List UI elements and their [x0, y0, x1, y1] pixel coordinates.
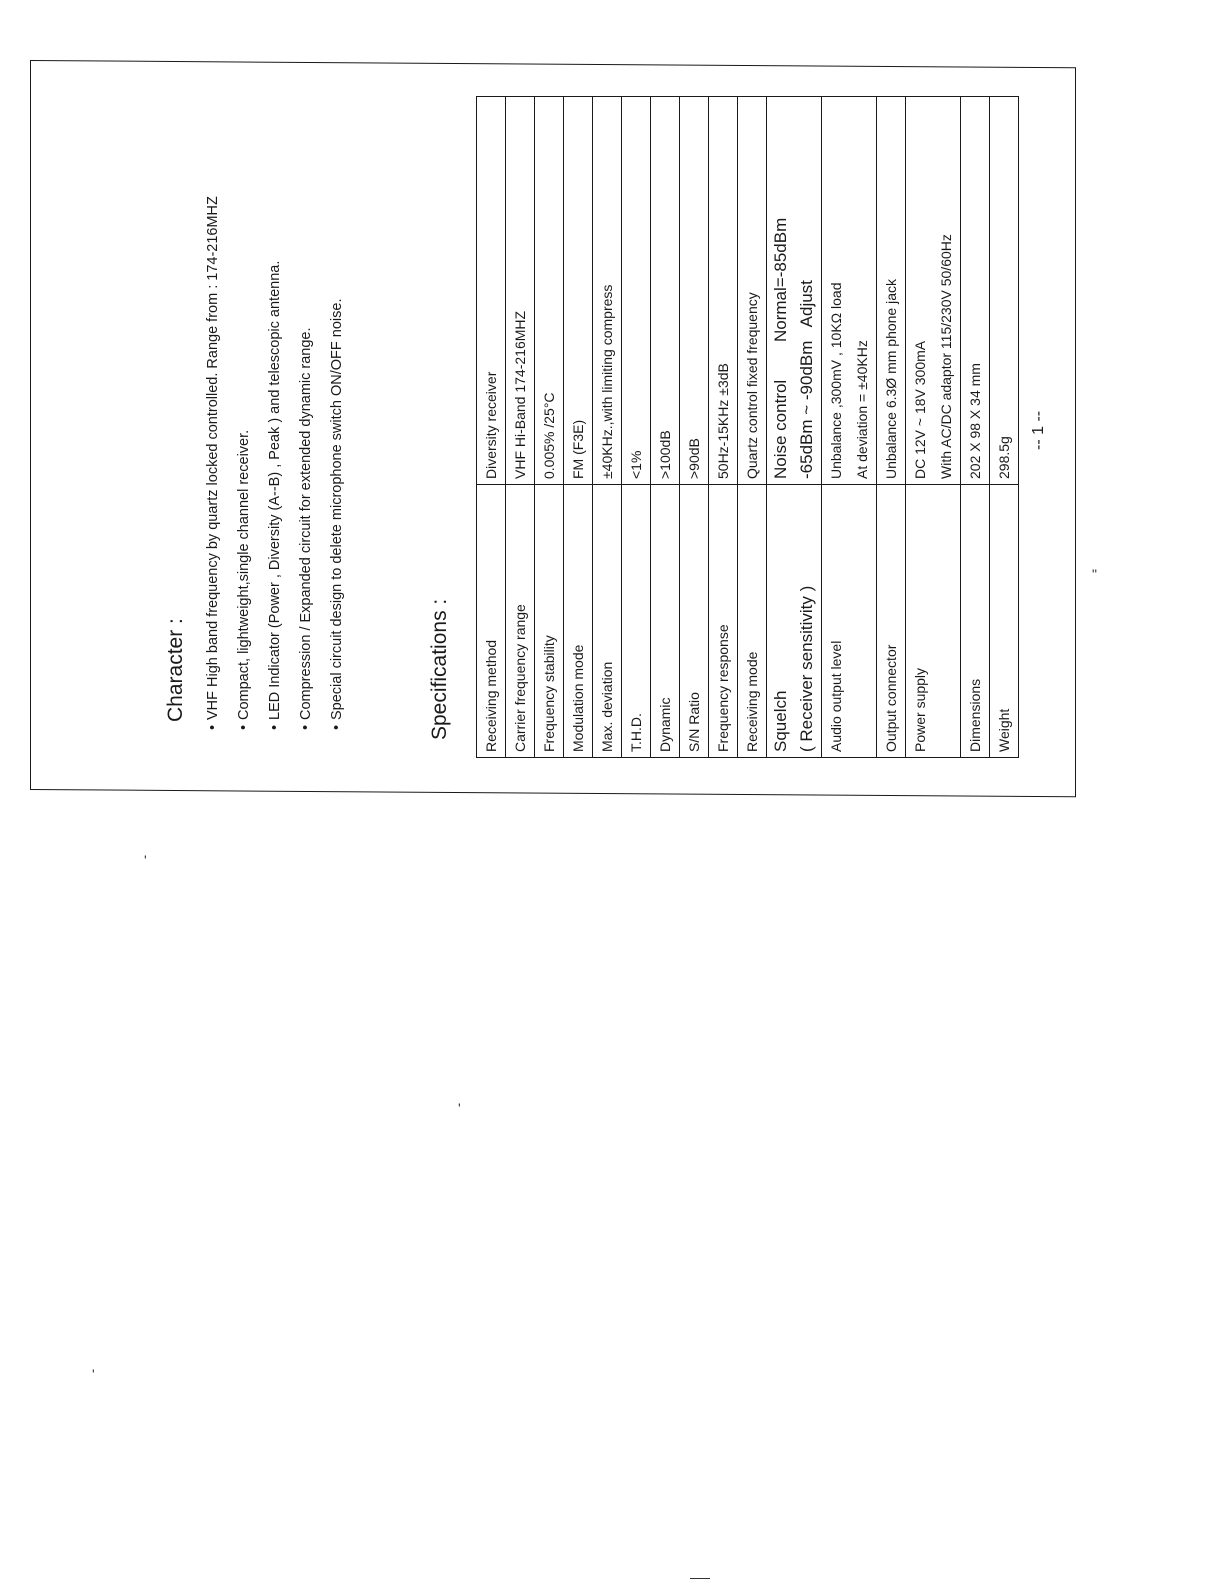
spec-label: Frequency response: [709, 485, 738, 758]
power-value-line1: DC 12V ~ 18V 300mA: [912, 340, 928, 479]
power-value-line2: With AC/DC adaptor 115/230V 50/60Hz: [938, 234, 954, 479]
page-number: -- 1 --: [1030, 410, 1047, 450]
spec-label: Modulation mode: [564, 485, 593, 758]
scan-mark: [690, 1578, 710, 1579]
spec-value: [822, 97, 877, 485]
spec-label: Power supply: [906, 485, 961, 758]
table-row: [767, 97, 822, 758]
spec-value: >90dB: [680, 97, 709, 485]
table-row: [593, 97, 622, 758]
table-row: [622, 97, 651, 758]
spec-label: S/N Ratio: [680, 485, 709, 758]
spec-value: Diversity receiver: [477, 97, 506, 485]
spec-label: Output connector: [877, 485, 906, 758]
table-row: [651, 97, 680, 758]
spec-value: VHF Hi-Band 174-216MHZ: [506, 97, 535, 485]
audio-value-line2: At deviation = ±40KHz: [854, 340, 870, 479]
spec-value: Quartz control fixed frequency: [738, 97, 767, 485]
spec-value: [767, 97, 822, 485]
spec-label: Weight: [990, 485, 1019, 758]
spec-label: [767, 485, 822, 758]
table-row: [477, 97, 506, 758]
audio-value-line1: Unbalance ,300mV , 10KΩ load: [828, 282, 844, 479]
character-item: •VHF High band frequency by quartz locked controlled. Range from : 174-216MHZ: [205, 196, 221, 730]
table-row: [564, 97, 593, 758]
spec-label: Max. deviation: [593, 485, 622, 758]
spec-value: Unbalance 6.3Ø mm phone jack: [877, 97, 906, 485]
spec-value: FM (F3E): [564, 97, 593, 485]
spec-label: Dynamic: [651, 485, 680, 758]
spec-value: >100dB: [651, 97, 680, 485]
squelch-value-line1: Noise control Normal=-85dBm: [771, 217, 790, 479]
spec-value: 202 X 98 X 34 mm: [961, 97, 990, 485]
scan-speck: ': [92, 1366, 95, 1382]
squelch-value-line2: -65dBm ~ -90dBm Adjust: [797, 280, 816, 479]
table-row: [822, 97, 877, 758]
spec-label: Dimensions: [961, 485, 990, 758]
spec-value: 298.5g: [990, 97, 1019, 485]
table-row: [990, 97, 1019, 758]
squelch-label: Squelch: [771, 690, 790, 752]
specifications-table: [476, 96, 1019, 758]
specifications-heading: Specifications :: [428, 598, 451, 740]
spec-value: <1%: [622, 97, 651, 485]
scan-speck: ": [1092, 566, 1097, 582]
table-row: [961, 97, 990, 758]
table-row: [709, 97, 738, 758]
spec-value: 50Hz-15KHz ±3dB: [709, 97, 738, 485]
spec-label: Receiving mode: [738, 485, 767, 758]
character-list: [198, 100, 353, 730]
spec-label: Frequency stability: [535, 485, 564, 758]
character-item: •Compact, lightweight,single channel receiver.: [236, 429, 252, 730]
table-row: [906, 97, 961, 758]
spec-label: Audio output level: [822, 485, 877, 758]
scan-speck: ': [458, 1100, 461, 1116]
table-row: [738, 97, 767, 758]
character-heading: Character :: [164, 618, 187, 722]
spec-label: Carrier frequency range: [506, 485, 535, 758]
squelch-sublabel: ( Receiver sensitivity ): [797, 585, 816, 752]
table-row: [877, 97, 906, 758]
spec-label: T.H.D.: [622, 485, 651, 758]
spec-value: [906, 97, 961, 485]
character-item: •LED Indicator (Power , Diversity (A--B) , Peak ) and telescopic antenna.: [267, 260, 283, 730]
character-item: •Special circuit design to delete microphone switch ON/OFF noise.: [329, 298, 345, 730]
spec-label: Receiving method: [477, 485, 506, 758]
spec-value: 0.005% /25°C: [535, 97, 564, 485]
character-item: •Compression / Expanded circuit for extended dynamic range.: [298, 327, 314, 730]
table-row: [535, 97, 564, 758]
scan-speck: ': [144, 852, 147, 868]
table-row: [680, 97, 709, 758]
table-row: [506, 97, 535, 758]
rotated-page-content: [140, 86, 1012, 758]
spec-value: ±40KHz.,with limiting compress: [593, 97, 622, 485]
